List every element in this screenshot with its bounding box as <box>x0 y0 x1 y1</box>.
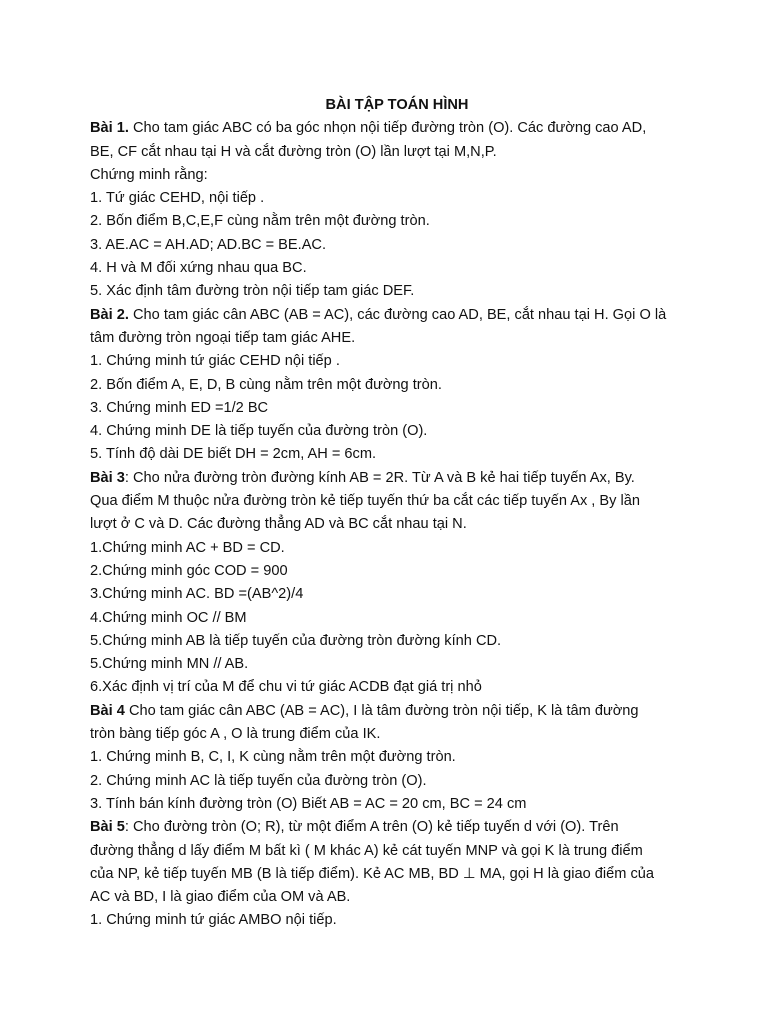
line-text: 1. Tứ giác CEHD, nội tiếp . <box>90 190 265 207</box>
document-body <box>90 117 690 932</box>
line-text: 2.Chứng minh góc COD = 900 <box>90 562 288 579</box>
exercise-heading-line <box>90 117 690 140</box>
line-text: 1. Chứng minh tứ giác CEHD nội tiếp . <box>90 353 340 370</box>
text-line <box>90 350 690 373</box>
line-text: 3. AE.AC = AH.AD; AD.BC = BE.AC. <box>90 236 327 253</box>
line-text: 3.Chứng minh AC. BD =(AB^2)/4 <box>90 586 304 603</box>
line-text: Chứng minh rằng: <box>90 166 208 183</box>
line-text: tròn bàng tiếp góc A , O là trung điểm của IK. <box>90 726 381 743</box>
line-text: 5. Tính độ dài DE biết DH = 2cm, AH = 6cm. <box>90 446 377 463</box>
line-text: lượt ở C và D. Các đường thẳng AD và BC cắt nhau tại N. <box>90 516 467 533</box>
line-text: 6.Xác định vị trí của M để chu vi tứ giác ACDB đạt giá trị nhỏ <box>90 679 482 696</box>
exercise-heading-line <box>90 304 690 327</box>
text-line <box>90 583 690 606</box>
line-text: 5. Xác định tâm đường tròn nội tiếp tam giác DEF. <box>90 283 415 300</box>
text-line <box>90 863 690 886</box>
text-line <box>90 141 690 164</box>
text-line <box>90 630 690 653</box>
line-text: Cho tam giác cân ABC (AB = AC), các đường cao AD, BE, cắt nhau tại H. Gọi O là <box>133 306 667 323</box>
exercise-heading-line <box>90 700 690 723</box>
text-line <box>90 537 690 560</box>
text-line <box>90 723 690 746</box>
exercise-label: Bài 2. <box>90 306 129 323</box>
line-text: 2. Bốn điểm B,C,E,F cùng nằm trên một đường tròn. <box>90 213 430 230</box>
text-line <box>90 374 690 397</box>
exercise-heading-line <box>90 816 690 839</box>
line-text: 3. Tính bán kính đường tròn (O) Biết AB = AC = 20 cm, BC = 24 cm <box>90 795 527 812</box>
line-text: BE, CF cắt nhau tại H và cắt đường tròn (O) lần lượt tại M,N,P. <box>90 143 497 160</box>
text-line <box>90 257 690 280</box>
line-text: 1. Chứng minh B, C, I, K cùng nằm trên một đường tròn. <box>90 749 456 766</box>
text-line <box>90 397 690 420</box>
exercise-label: Bài 3 <box>90 469 125 486</box>
exercise-heading-line <box>90 467 690 490</box>
line-text: Cho tam giác cân ABC (AB = AC), I là tâm đường tròn nội tiếp, K là tâm đường <box>128 702 639 719</box>
exercise-label: Bài 5 <box>90 819 125 836</box>
text-line <box>90 746 690 769</box>
line-text: 4.Chứng minh OC // BM <box>90 609 247 626</box>
text-line <box>90 560 690 583</box>
text-line <box>90 770 690 793</box>
line-text: 2. Chứng minh AC là tiếp tuyến của đường tròn (O). <box>90 772 427 789</box>
exercise-label: Bài 4 <box>90 702 125 719</box>
text-line <box>90 676 690 699</box>
text-line <box>90 490 690 513</box>
text-line <box>90 513 690 536</box>
line-text: Qua điểm M thuộc nửa đường tròn kẻ tiếp tuyến thứ ba cắt các tiếp tuyến Ax , By lần <box>90 493 640 510</box>
exercise-label: Bài 1. <box>90 120 129 137</box>
text-line <box>90 234 690 257</box>
line-text: 5.Chứng minh MN // AB. <box>90 656 249 673</box>
line-text: 4. Chứng minh DE là tiếp tuyến của đường tròn (O). <box>90 423 428 440</box>
text-line <box>90 210 690 233</box>
line-text: AC và BD, I là giao điểm của OM và AB. <box>90 889 351 906</box>
text-line <box>90 164 690 187</box>
line-text: tâm đường tròn ngoại tiếp tam giác AHE. <box>90 329 356 346</box>
text-line <box>90 443 690 466</box>
text-line <box>90 420 690 443</box>
line-text: : Cho nửa đường tròn đường kính AB = 2R. Từ A và B kẻ hai tiếp tuyến Ax, By. <box>124 469 635 486</box>
document-page <box>90 94 690 933</box>
line-text: 5.Chứng minh AB là tiếp tuyến của đường tròn đường kính CD. <box>90 632 502 649</box>
line-text: 1.Chứng minh AC + BD = CD. <box>90 539 285 556</box>
text-line <box>90 327 690 350</box>
line-text: 3. Chứng minh ED =1/2 BC <box>90 399 269 416</box>
document-title: BÀI TẬP TOÁN HÌNH <box>325 97 469 113</box>
line-text: 2. Bốn điểm A, E, D, B cùng nằm trên một đường tròn. <box>90 376 442 393</box>
line-text: của NP, kẻ tiếp tuyến MB (B là tiếp điểm). Kẻ AC MB, BD ⊥ MA, gọi H là giao điểm của <box>90 865 655 882</box>
text-line <box>90 653 690 676</box>
text-line <box>90 909 690 932</box>
line-text: 1. Chứng minh tứ giác AMBO nội tiếp. <box>90 912 337 929</box>
text-line <box>90 886 690 909</box>
line-text: đường thẳng d lấy điểm M bất kì ( M khác A) kẻ cát tuyến MNP và gọi K là trung điểm <box>90 842 643 859</box>
text-line <box>90 187 690 210</box>
line-text: : Cho đường tròn (O; R), từ một điểm A trên (O) kẻ tiếp tuyến d với (O). Trên <box>124 819 619 836</box>
line-text: 4. H và M đối xứng nhau qua BC. <box>90 260 307 277</box>
text-line <box>90 607 690 630</box>
text-line <box>90 840 690 863</box>
text-line <box>90 793 690 816</box>
line-text: Cho tam giác ABC có ba góc nhọn nội tiếp đường tròn (O). Các đường cao AD, <box>133 120 647 137</box>
text-line <box>90 280 690 303</box>
